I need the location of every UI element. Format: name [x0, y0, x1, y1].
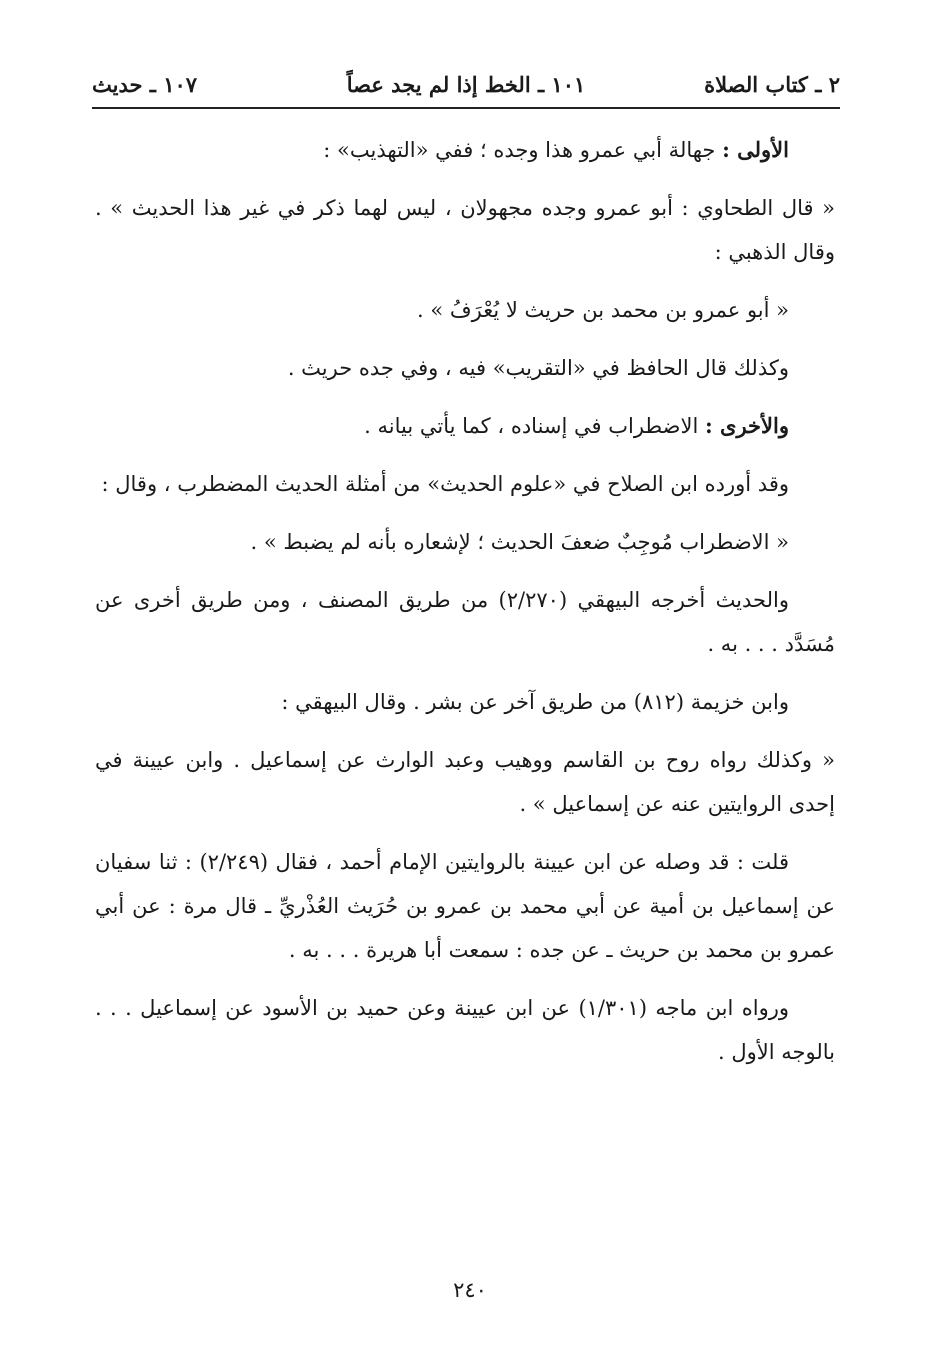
paragraph-text: جهالة أبي عمرو هذا وجده ؛ ففي «التهذيب» :: [323, 138, 723, 162]
paragraph-second-defect: [95, 404, 835, 448]
paragraph-lead: الأولى :: [722, 137, 789, 162]
running-header: [92, 72, 840, 106]
paragraph-first-defect: [95, 128, 835, 172]
paragraph-idtirab-quote: « الاضطراب مُوجِبٌ ضعفَ الحديث ؛ لإشعاره بأنه لم يضبط » .: [250, 530, 789, 554]
paragraph-text: الاضطراب في إسناده ، كما يأتي بيانه .: [364, 414, 705, 438]
paragraph-bayhaqi: والحديث أخرجه البيهقي (٢/٢٧٠) من طريق المصنف ، ومن طريق أخرى عن مُسَدَّد . . . به .: [95, 588, 835, 656]
paragraph-tahawi-quote: « قال الطحاوي : أبو عمرو وجده مجهولان ، ليس لهما ذكر في غير هذا الحديث » . وقال الذهبي :: [95, 196, 835, 264]
main-text: [95, 128, 835, 1088]
paragraph-ibn-salah: وقد أورده ابن الصلاح في «علوم الحديث» من أمثلة الحديث المضطرب ، وقال :: [101, 472, 789, 496]
header-hadith-number: ١٠٧ ـ حديث: [92, 72, 198, 97]
paragraph-bayhaqi-quote: « وكذلك رواه روح بن القاسم ووهيب وعبد الوارث عن إسماعيل . وابن عيينة في إحدى الروايتين عنه عن إسماعيل » .: [95, 748, 835, 816]
paragraph-taqrib: وكذلك قال الحافظ في «التقريب» فيه ، وفي جده حريث .: [287, 356, 789, 380]
header-chapter-title: ١٠١ ـ الخط إذا لم يجد عصاً: [346, 72, 586, 97]
paragraph-ibn-khuzaymah: وابن خزيمة (٨١٢) من طريق آخر عن بشر . وقال البيهقي :: [281, 690, 789, 714]
page-number: ٢٤٠: [453, 1278, 487, 1302]
paragraph-lead: والأخرى :: [704, 413, 789, 438]
paragraph-ahmad: قلت : قد وصله عن ابن عيينة بالروايتين الإمام أحمد ، فقال (٢/٢٤٩) : ثنا سفيان عن إسماعيل بن أمية عن أبي محمد بن عمرو بن حُرَيث العُذْريِّ ـ قال مرة : عن أبي عمرو بن محمد بن حريث ـ عن جده : سمعت أبا هريرة . . . به .: [95, 850, 835, 962]
paragraph-dhahabi-quote: « أبو عمرو بن محمد بن حريث لا يُعْرَفُ » .: [416, 298, 789, 322]
paragraph-ibn-majah: ورواه ابن ماجه (١/٣٠١) عن ابن عيينة وعن حميد بن الأسود عن إسماعيل . . . بالوجه الأول .: [95, 996, 835, 1064]
header-divider: [92, 107, 840, 109]
header-book-title: ٢ ـ كتاب الصلاة: [704, 72, 840, 97]
